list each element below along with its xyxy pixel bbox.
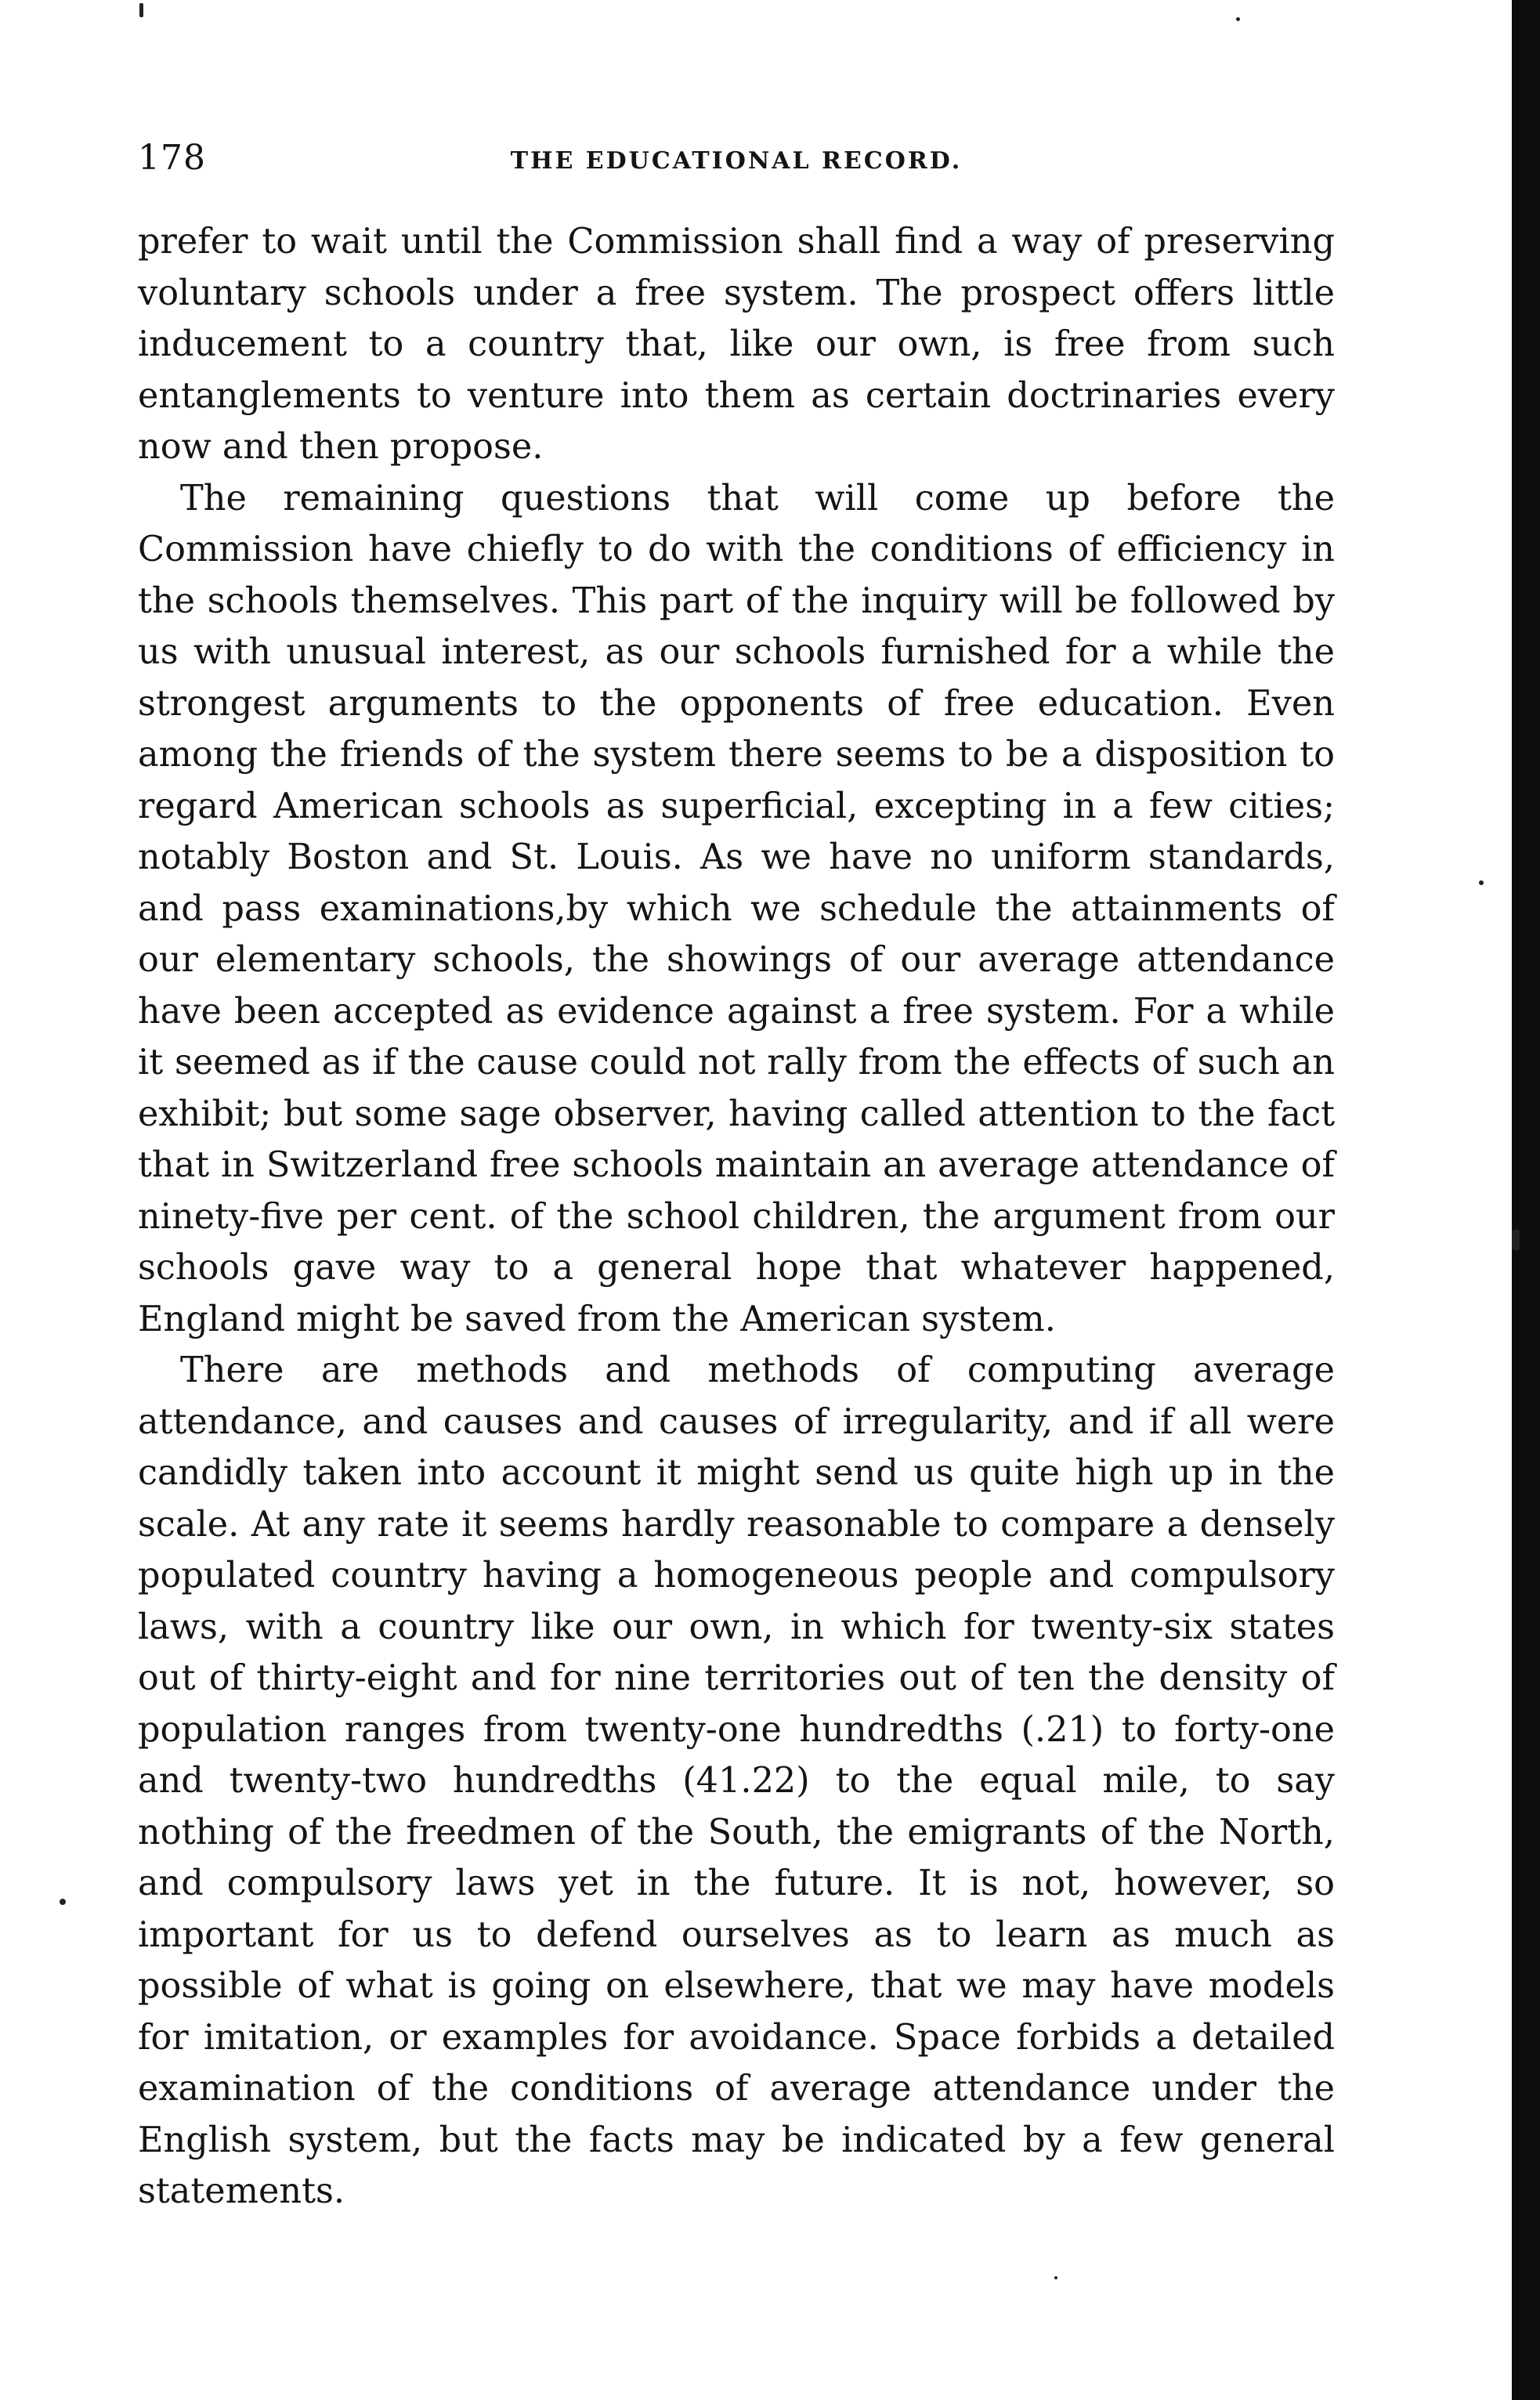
scan-speck	[60, 1899, 66, 1905]
paragraph: prefer to wait until the Commission shall find a way of preserving voluntary schools under a free system. The prospect offers little inducement to a country that, like our own, is free from such entanglements to venture into them as certain doctrinaries every now and then propose.	[138, 221, 1335, 467]
page-number: 178	[138, 138, 206, 178]
scan-edge	[1512, 0, 1540, 2400]
scan-speck	[1054, 2276, 1057, 2279]
article-body	[138, 216, 1335, 2217]
scan-speck	[1479, 880, 1484, 885]
journal-title: THE EDUCATIONAL RECORD.	[510, 147, 963, 175]
paragraph: The remaining questions that will come up before the Commission have chiefly to do with the conditions of efficiency in the schools themselves. This part of the inquiry will be followed by us with unusual interest, as our schools furnished for a while the strongest arguments to the opponents of free education. Even among the friends of the system there seems to be a disposition to regard American schools as superficial, excepting in a few cities; notably Boston and St. Louis. As we have no uniform standards, and pass examinations,by which we schedule the attainments of our elementary schools, the showings of our average attendance have been accepted as evidence against a free system. For a while it seemed as if the cause could not rally from the effects of such an exhibit; but some sage observer, having called attention to the fact that in Switzerland free schools maintain an average attendance of ninety-five per cent. of the school children, the argument from our schools gave way to a general hope that whatever happened, England might be saved from the American system.	[138, 477, 1335, 1339]
paragraph: There are methods and methods of computing average attendance, and causes and causes of irregularity, and if all were candidly taken into account it might send us quite high up in the scale. At any rate it seems hardly reasonable to compare a densely populated country having a homogeneous people and compulsory laws, with a country like our own, in which for twenty-six states out of thirty-eight and for nine territories out of ten the density of population ranges from twenty-one hundredths (.21) to forty-one and twenty-two hundredths (41.22) to the equal mile, to say nothing of the freedmen of the South, the emigrants of the North, and compulsory laws yet in the future. It is not, however, so important for us to defend ourselves as to learn as much as possible of what is going on elsewhere, that we may have models for imitation, or examples for avoidance. Space forbids a detailed examination of the conditions of average attendance under the English system, but the facts may be indicated by a few general statements.	[138, 1350, 1335, 2211]
scan-speck	[1236, 17, 1240, 21]
scan-speck	[139, 3, 143, 17]
scan-speck	[1512, 1230, 1520, 1250]
running-head	[138, 138, 1335, 185]
